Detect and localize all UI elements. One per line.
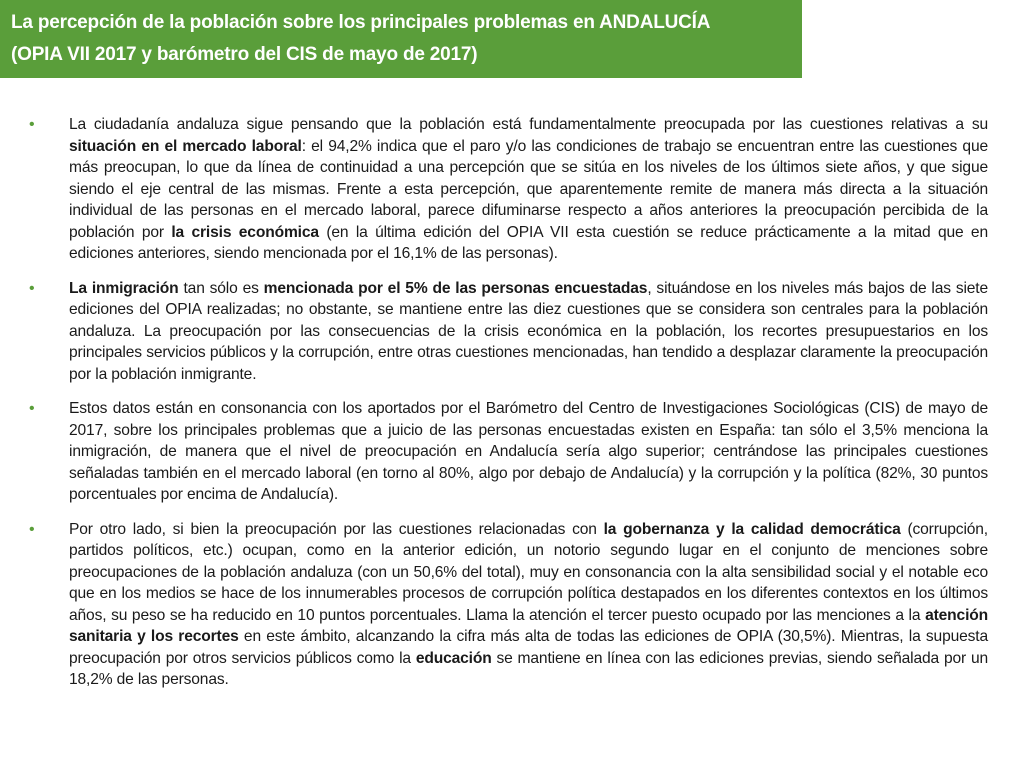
paragraph-immigration bbox=[69, 278, 988, 386]
text-segment: La ciudadanía andaluza sigue pensando que la población está fundamentalmente preocupada por las cuestiones relativas a su bbox=[69, 116, 988, 133]
paragraph-cis-barometer bbox=[69, 398, 988, 506]
paragraph-labor-market bbox=[69, 114, 988, 265]
text-segment: en este ámbito, alcanzando la cifra más alta de todas las ediciones de OPIA (30,5%). Mientras, la supuesta preocupación por otros servicios públicos como la bbox=[69, 628, 988, 667]
paragraph-governance bbox=[69, 519, 988, 691]
text-segment: (en la última edición del OPIA VII esta cuestión se reduce prácticamente a la mitad que en ediciones anteriores, siendo mencionada por el 16,1% de las personas). bbox=[69, 223, 988, 262]
bullet-icon: • bbox=[29, 400, 35, 417]
bullet-item-governance bbox=[0, 519, 1024, 691]
bullet-item-immigration bbox=[0, 278, 1024, 386]
text-segment-bold: mencionada por el 5% de las personas encuestadas bbox=[263, 279, 648, 297]
bullet-icon: • bbox=[29, 279, 35, 297]
text-segment-bold: situación en el mercado laboral bbox=[69, 137, 302, 155]
bullet-item-labor-market bbox=[0, 114, 1024, 265]
text-segment: Estos datos están en consonancia con los aportados por el Barómetro del Centro de Investigaciones Sociológicas (CIS) de mayo de 2017, sobre los principales problemas que a juicio de las personas encuestadas existen en España: tan sólo el 3,5% menciona la inmigración, de manera que el nivel de preocupación en Andalucía sería algo superior; centrándose las principales cuestiones señaladas también en el mercado laboral (en torno al 80%, algo por debajo de Andalucía) y la corrupción y la política (82%, 30 puntos porcentuales por encima de Andalucía). bbox=[69, 400, 988, 503]
text-segment: , situándose en los niveles más bajos de las siete ediciones del OPIA realizadas; no obstante, se mantiene entre las diez cuestiones que se considera son centrales para la población andaluza. La preocupación por las consecuencias de la crisis económica en la población, los recortes presupuestarios en los principales servicios públicos y la corrupción, entre otras cuestiones mencionadas, han tendido a desplazar claramente la preocupación por la población inmigrante. bbox=[69, 279, 989, 383]
text-segment-bold: educación bbox=[415, 649, 492, 667]
text-segment-bold: La inmigración bbox=[69, 279, 179, 297]
text-segment: : el 94,2% indica que el paro y/o las condiciones de trabajo se encuentran entre las cuestiones que más preocupan, lo que da línea de continuidad a una percepción que se sitúa en los niveles de los últimos siete años, y que sigue siendo el eje central de las mismas. Frente a esta percepción, que aparentemente remite de manera más directa a la situación individual de las personas en el mercado laboral, parece difuminarse respecto a años anteriores la preocupación percibida de la población por bbox=[69, 137, 988, 241]
page-title: La percepción de la población sobre los principales problemas en ANDALUCÍA bbox=[11, 12, 711, 33]
text-segment-bold: la crisis económica bbox=[171, 223, 319, 241]
text-segment-bold: la gobernanza y la calidad democrática bbox=[603, 520, 901, 538]
title-banner bbox=[0, 0, 802, 78]
bullet-item-cis-barometer bbox=[0, 398, 1024, 506]
text-segment: tan sólo es bbox=[178, 279, 264, 297]
text-segment: se mantiene en línea con las ediciones previas, siendo señalada por un 18,2% de las personas. bbox=[69, 649, 988, 688]
bullet-list bbox=[0, 114, 1024, 704]
page-subtitle: (OPIA VII 2017 y barómetro del CIS de mayo de 2017) bbox=[11, 44, 478, 65]
text-segment: Por otro lado, si bien la preocupación por las cuestiones relacionadas con bbox=[69, 520, 604, 538]
bullet-icon: • bbox=[29, 116, 35, 133]
bullet-icon: • bbox=[29, 520, 35, 538]
text-segment: (corrupción, partidos políticos, etc.) ocupan, como en la anterior edición, un notorio segundo lugar en el conjunto de menciones sobre preocupaciones de la población andaluza (con un 50,6% del total), muy en consonancia con la alta sensibilidad social y el notable eco que en los medios se hace de los innumerables procesos de corrupción política destapados en los diferentes contextos en los últimos años, su peso se ha reducido en 10 puntos porcentuales. Llama la atención el tercer puesto ocupado por las menciones a la bbox=[69, 520, 988, 624]
text-segment-bold: atención sanitaria y los recortes bbox=[69, 606, 988, 645]
